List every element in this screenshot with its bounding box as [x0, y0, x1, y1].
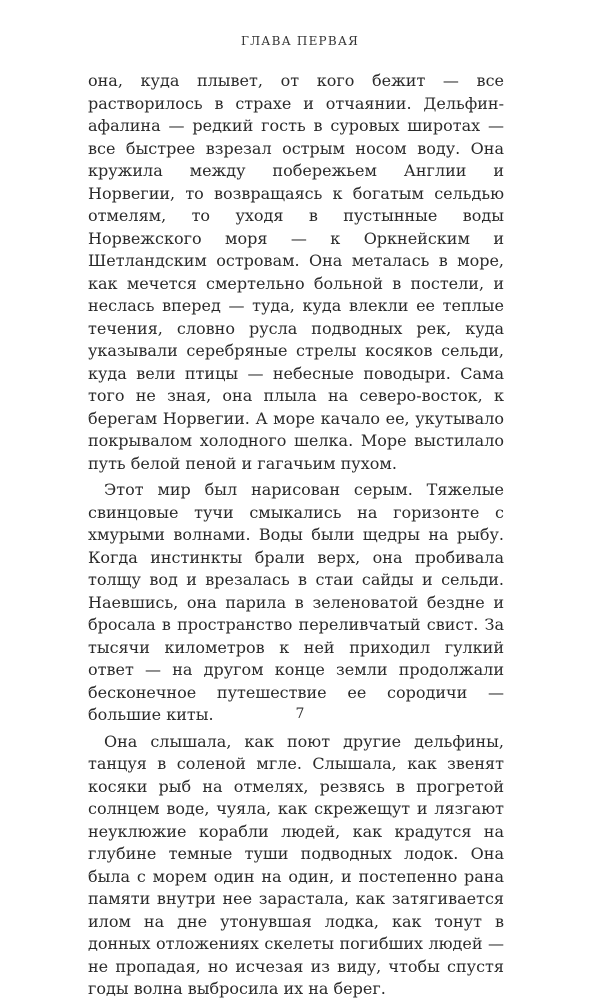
paragraph-3: Она слышала, как поют другие дельфины, танцуя в соленой мгле. Слышала, как звенят косяки рыб на отмелях, резвясь в прогретой солнцем воде, чуяла, как скрежещут и лязгают неуклюжие корабли людей, как крадутся на глубине темные туши подводных лодок. Она была с морем один на один, и постепенно рана памяти внутри нее зарастала, как затягивается илом на дне утонувшая лодка, как тонут в донных отложениях скелеты погибших людей — не пропадая, но исчезая из виду, чтобы спустя годы волна выбросила их на берег. — [88, 731, 504, 998]
body-text — [88, 70, 504, 1005]
running-head: ГЛАВА ПЕРВАЯ — [240, 34, 360, 48]
paragraph-2: Этот мир был нарисован серым. Тяжелые свинцовые тучи смыкались на горизонте с хмурыми волнами. Воды были щедры на рыбу. Когда инстинкты брали верх, она пробивала толщу вод и врезалась в стаи сайды и сельди. Наевшись, она парила в зеленоватой бездне и бросала в пространство переливчатый свист. За тысячи километров к ней приходил гулкий ответ — на другом конце земли продолжали бесконечное путешествие ее сородичи — большие киты. — [88, 480, 504, 724]
paragraph-1: она, куда плывет, от кого бежит — все растворилось в страхе и отчаянии. Дельфин-афалина — редкий гость в суровых широтах — все быстрее взрезал острым носом воду. Она кружила между побережьем Англии и Норвегии, то возвращаясь к богатым сельдью отмелям, то уходя в пустынные воды Норвежского моря — к Оркнейским и Шетландским островам. Она металась в море, как мечется смертельно больной в постели, и неслась вперед — туда, куда влекли ее теплые течения, словно русла подводных рек, куда указывали серебряные стрелы косяков сельди, куда вели птицы — небесные поводыри. Сама того не зная, она плыла на северо-восток, к берегам Норвегии. А море качало ее, укутывало покрывалом холодного шелка. Море выстилало путь белой пеной и гагачьим пухом. — [88, 71, 504, 473]
page-number: 7 — [295, 706, 305, 722]
